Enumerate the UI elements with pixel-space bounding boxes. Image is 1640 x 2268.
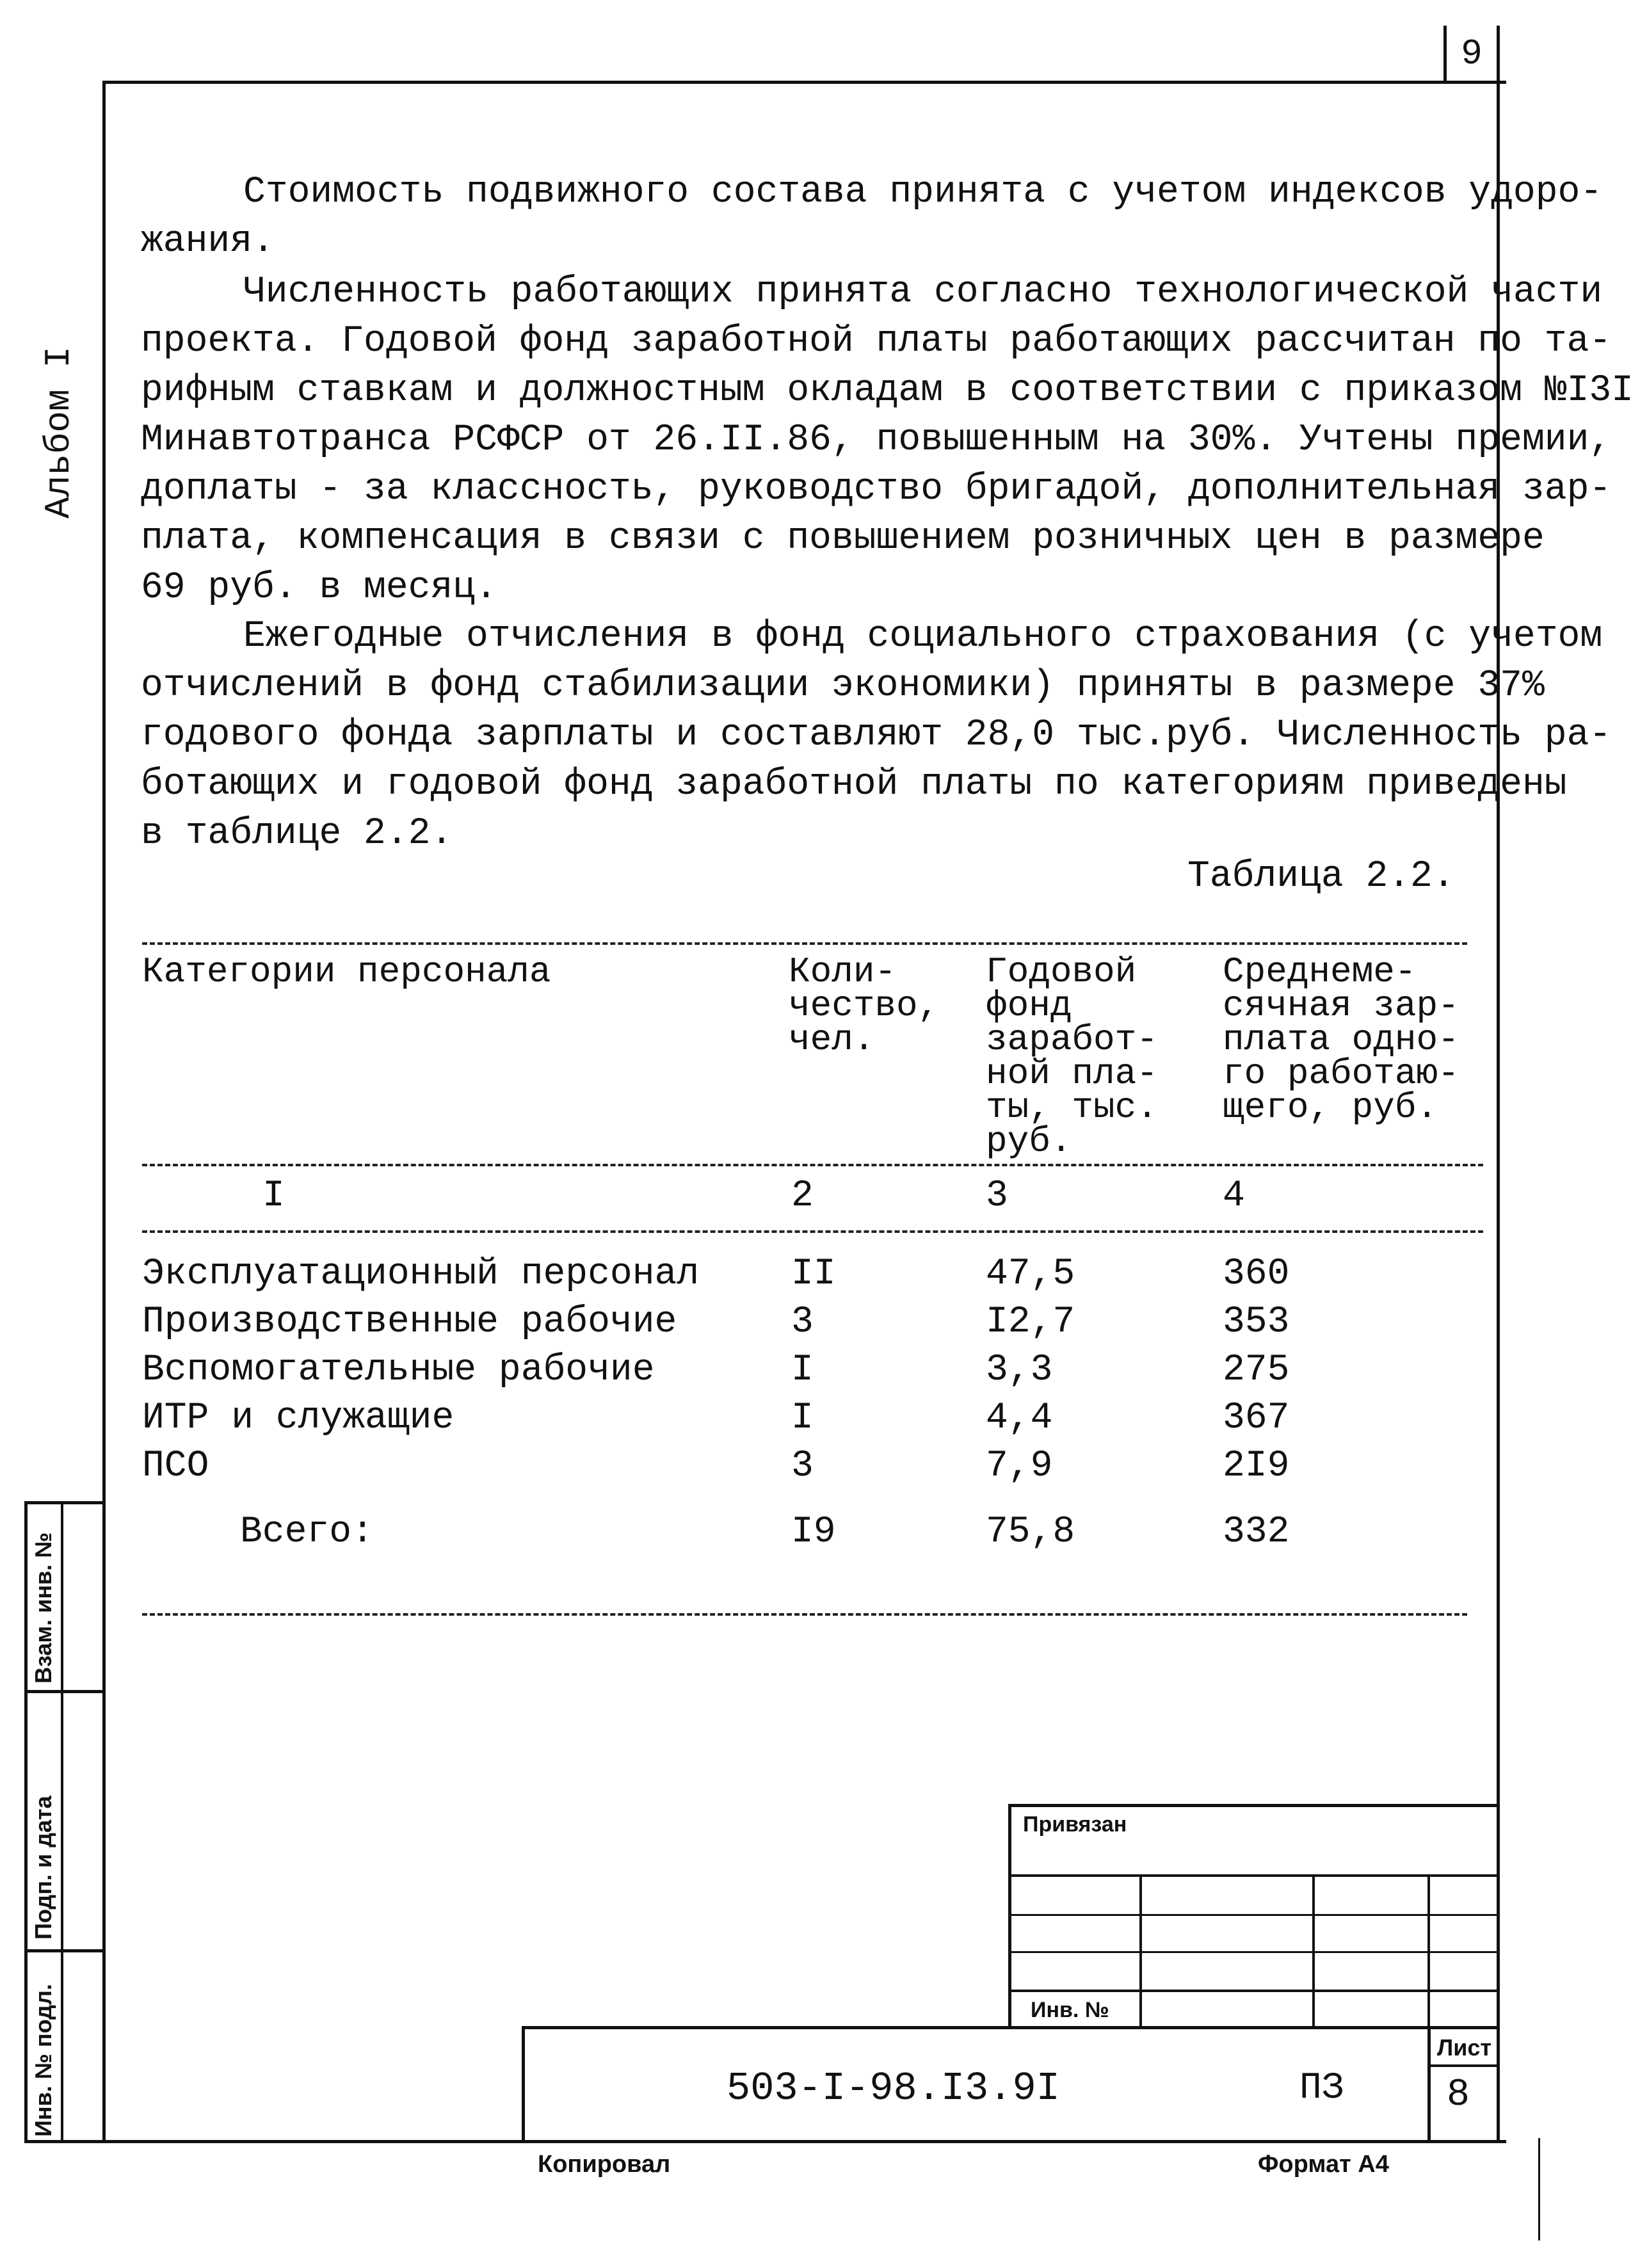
- row-category: Производственные рабочие: [142, 1301, 677, 1343]
- table-bottom-rule: [142, 1613, 1467, 1616]
- privyazan-label: Привязан: [1023, 1812, 1127, 1837]
- text-line: Стоимость подвижного состава принята с учетом индексов удоро-: [243, 172, 1603, 213]
- paragraph-2: [141, 268, 1634, 613]
- row-salary: 2I9: [1223, 1445, 1290, 1487]
- row-category: Вспомогательные рабочие: [142, 1349, 655, 1391]
- column-number: 3: [986, 1175, 1008, 1217]
- total-count: I9: [791, 1511, 836, 1553]
- row-count: I: [791, 1349, 814, 1391]
- list-value: 8: [1447, 2073, 1470, 2117]
- stamp-podp-data: Подп. и дата: [30, 1796, 56, 1940]
- row-fund: 3,3: [986, 1349, 1053, 1391]
- header-annual-fund: Годовой фонд заработ- ной пла- ты, тыс. руб.: [986, 951, 1158, 1162]
- text-line: Минавтотранса РСФСР от 26.II.86, повышенным на 30%. Учтены премии,: [141, 419, 1612, 461]
- stamp-inv-podl: Инв. № подл.: [30, 1984, 56, 2137]
- text-line: проекта. Годовой фонд заработной платы работающих рассчитан по та-: [141, 321, 1612, 362]
- text-line: жания.: [141, 221, 275, 262]
- table-caption: Таблица 2.2.: [1187, 856, 1455, 897]
- text-line: ботающих и годовой фонд заработной платы по категориям приведены: [141, 764, 1567, 805]
- row-count: I: [791, 1397, 814, 1439]
- row-salary: 275: [1223, 1349, 1290, 1391]
- row-fund: 7,9: [986, 1445, 1053, 1487]
- document-designation: 503-I-98.I3.9I: [727, 2066, 1060, 2111]
- column-number: 4: [1223, 1175, 1245, 1217]
- row-salary: 360: [1223, 1253, 1290, 1295]
- copied-label: Копировал: [538, 2151, 671, 2178]
- album-label: Альбом I: [38, 346, 79, 519]
- list-label: Лист: [1437, 2034, 1492, 2061]
- paragraph-3: [141, 612, 1611, 858]
- column-number: 2: [791, 1175, 814, 1217]
- document-code: ПЗ: [1299, 2068, 1344, 2109]
- row-category: ПСО: [142, 1445, 209, 1487]
- paragraph-1: [141, 168, 1602, 266]
- row-count: 3: [791, 1445, 814, 1487]
- table-top-rule: [142, 942, 1467, 945]
- table-numbers-rule: [142, 1230, 1483, 1233]
- header-category: Категории персонала: [142, 951, 551, 992]
- text-line: отчислений в фонд стабилизации экономики) приняты в размере 37%: [141, 665, 1545, 707]
- row-salary: 367: [1223, 1397, 1290, 1439]
- text-line: плата, компенсация в связи с повышением розничных цен в размере: [141, 518, 1545, 559]
- row-count: 3: [791, 1301, 814, 1343]
- header-count: Коли- чество, чел.: [789, 951, 940, 1060]
- row-salary: 353: [1223, 1301, 1290, 1343]
- format-label: Формат А4: [1258, 2151, 1389, 2178]
- stamp-vzam-inv: Взам. инв. №: [30, 1532, 56, 1684]
- text-line: в таблице 2.2.: [141, 813, 453, 855]
- text-line: Ежегодные отчисления в фонд социального страхования (с учетом: [243, 616, 1603, 657]
- row-fund: I2,7: [986, 1301, 1075, 1343]
- sheet-number: 9: [1461, 33, 1483, 74]
- row-fund: 47,5: [986, 1253, 1075, 1295]
- row-category: ИТР и служащие: [142, 1397, 454, 1439]
- inv-no-label: Инв. №: [1031, 1998, 1109, 2022]
- row-category: Эксплуатационный персонал: [142, 1253, 700, 1295]
- text-line: Численность работающих принята согласно технологической части: [243, 271, 1603, 313]
- text-line: 69 руб. в месяц.: [141, 567, 497, 609]
- text-line: доплаты - за классность, руководство бригадой, дополнительная зар-: [141, 469, 1612, 510]
- header-avg-salary: Среднеме- сячная зар- плата одно- го работаю- щего, руб.: [1223, 951, 1459, 1128]
- total-label: Всего:: [240, 1511, 374, 1553]
- table-header-rule: [142, 1164, 1483, 1166]
- column-number: I: [262, 1175, 285, 1217]
- total-salary: 332: [1223, 1511, 1290, 1553]
- text-line: рифным ставкам и должностным окладам в соответствии с приказом №I3I: [141, 370, 1634, 412]
- text-line: годового фонда зарплаты и составляют 28,0 тыс.руб. Численность ра-: [141, 714, 1612, 756]
- row-count: II: [791, 1253, 836, 1295]
- total-fund: 75,8: [986, 1511, 1075, 1553]
- row-fund: 4,4: [986, 1397, 1053, 1439]
